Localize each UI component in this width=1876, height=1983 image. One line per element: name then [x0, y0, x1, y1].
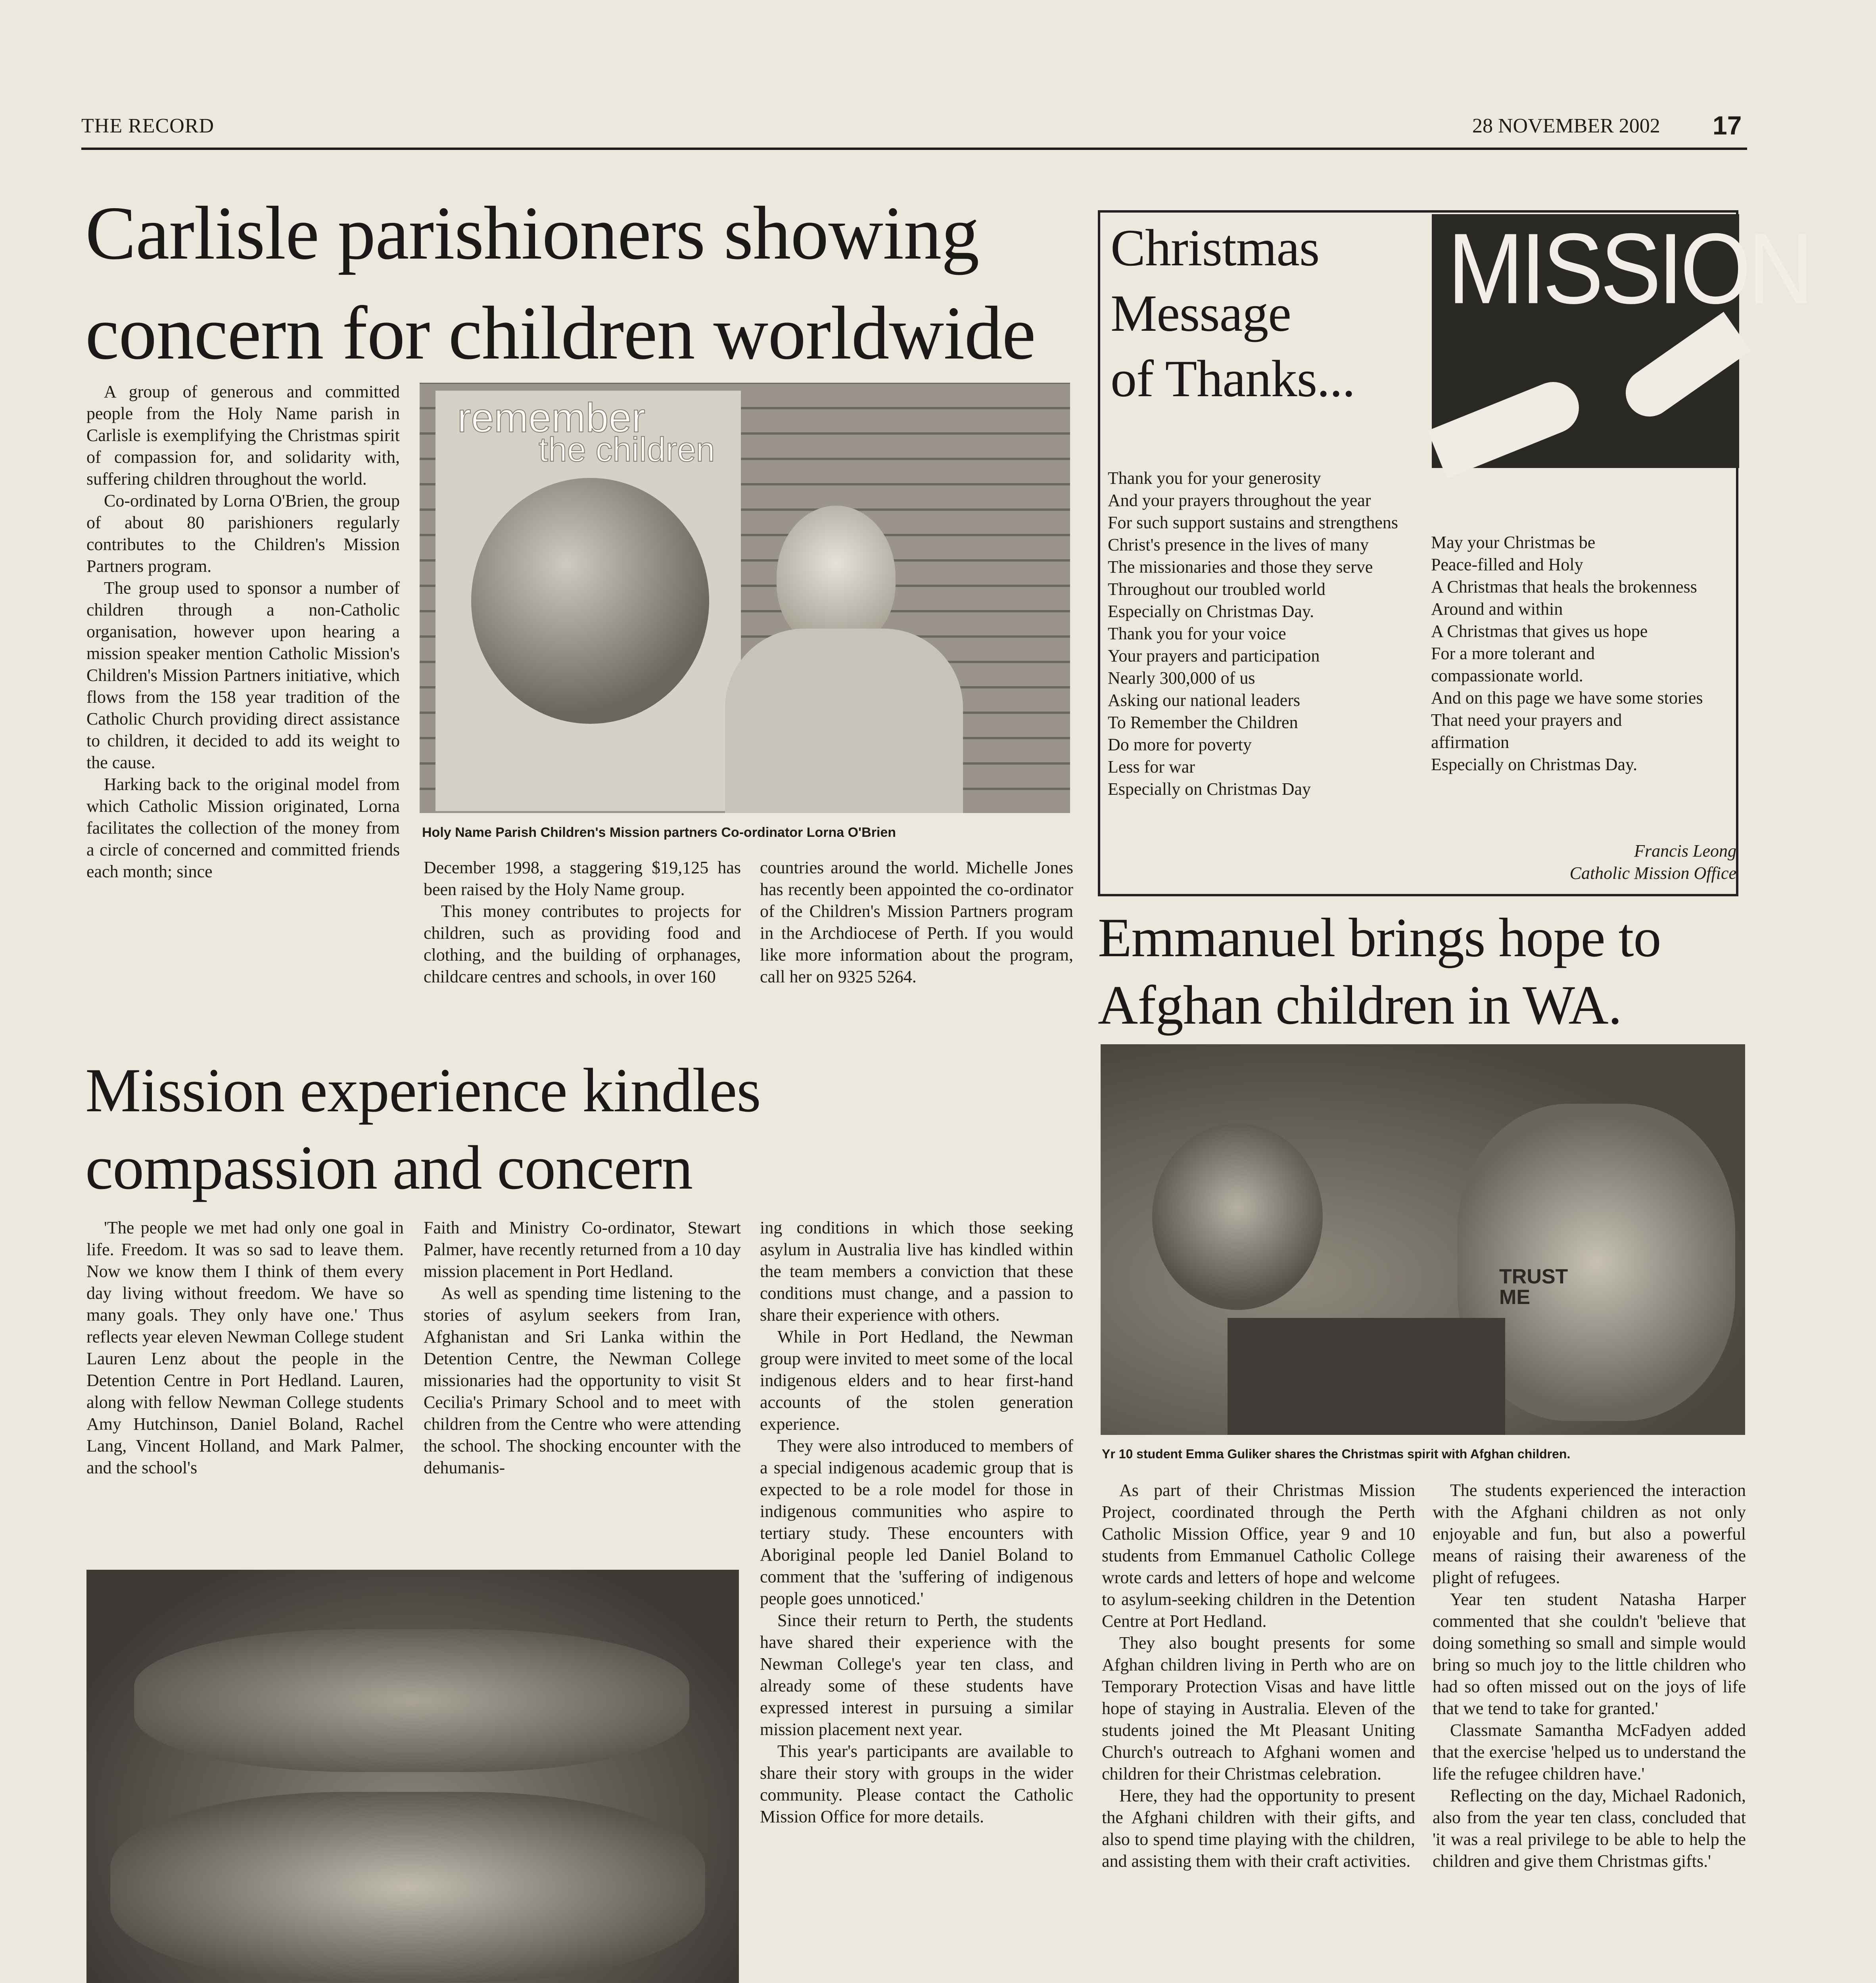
mission-logo-hand-left-icon: [1427, 374, 1586, 479]
group-back-row: [134, 1629, 689, 1772]
tshirt-print: TRUST ME: [1499, 1265, 1568, 1309]
poem-right-line: Especially on Christmas Day.: [1431, 755, 1638, 774]
poem-right-line: May your Christmas be: [1431, 533, 1596, 552]
mission-col3-p5: This year's participants are available to share their story with groups in the wider community. Please contact the Catholic Mission Office for more details.: [760, 1741, 1073, 1826]
mission-logo: [1432, 212, 1811, 468]
poem-left-line: The missionaries and those they serve: [1108, 557, 1373, 577]
christmas-signature-name: Francis Leong: [1634, 841, 1736, 861]
mission-col3-p2: While in Port Hedland, the Newman group were invited to meet some of the local indigenous elders and to hear first-hand accounts of the stolen generation experience.: [760, 1327, 1073, 1434]
poem-left-line: Throughout our troubled world: [1108, 579, 1325, 599]
mission-headline-line2: compassion and concern: [85, 1133, 693, 1202]
poem-right-line: A Christmas that gives us hope: [1431, 621, 1648, 641]
christmas-signature-org: Catholic Mission Office: [1569, 863, 1736, 883]
gifts-table: [1228, 1318, 1505, 1435]
mission-col3-p3: They were also introduced to members of a special indigenous academic group that is expected to be a role model for those in indigenous communities who aspire to tertiary study. These encounters with Aboriginal people led Daniel Boland to comment that the 'suffering of indigenous people goes unnoticed.': [760, 1436, 1073, 1608]
poem-right-line: Peace-filled and Holy: [1431, 555, 1583, 574]
poem-left-line: Thank you for your voice: [1108, 624, 1286, 643]
mission-logo-text: MISSION: [1448, 212, 1811, 325]
poem-right-line: compassionate world.: [1431, 666, 1583, 685]
emmanuel-col2-p2: Year ten student Natasha Harper commented that she couldn't 'believe that doing something so small and simple would bring so much joy to the little children who had so often missed out on the joys of life that we tend to take for granted.': [1433, 1590, 1746, 1718]
group-front-row: [110, 1792, 705, 1982]
carlisle-col1: [86, 381, 400, 882]
poem-left-line: Asking our national leaders: [1108, 690, 1301, 710]
mission-col2-p2: As well as spending time listening to the stories of asylum seekers from Iran, Afghanistan and Sri Lanka within the Detention Centre, the Newman College missionaries had the opportunity to visit St Cecilia's Primary School and to meet with children from the Centre who were attending the school. The shocking encounter with the dehumanis-: [424, 1283, 741, 1477]
emmanuel-col1-p2: They also bought presents for some Afghan children living in Perth who are on Temporary Protection Visas and have little hope of staying in Australia. Eleven of the students joined the Mt Pleasant Uniting Church's outreach to Afghani women and children for their Christmas celebration.: [1102, 1633, 1415, 1784]
publication-name: THE RECORD: [81, 115, 214, 137]
carlisle-col1-p4: Harking back to the original model from which Catholic Mission originated, Lorna facilitates the collection of the money from a circle of concerned and committed friends each month; since: [86, 775, 400, 881]
mission-col3-p4: Since their return to Perth, the students have shared their experience with the Newman College's year ten class, and already some of these students have expressed interest in pursuing a similar mission placement next year.: [760, 1611, 1073, 1739]
carlisle-col1-p3: The group used to sponsor a number of children through a non-Catholic organisation, however upon hearing a mission speaker mention Catholic Mission's Children's Mission Partners initiative, which flows from the 158 year tradition of the Catholic Church providing direct assistance to children, it decided to add its weight to the cause.: [86, 578, 400, 772]
poem-right-line: Around and within: [1431, 599, 1563, 619]
christmas-poem-right: [1431, 531, 1732, 776]
carlisle-col3: [760, 857, 1073, 988]
emmanuel-col2: [1433, 1479, 1746, 1872]
emmanuel-headline-line2: Afghan children in WA.: [1098, 974, 1622, 1036]
masthead-rule: [81, 148, 1747, 150]
christmas-heading-line2: Message: [1111, 284, 1291, 342]
mission-col2-p1: Faith and Ministry Co-ordinator, Stewart Palmer, have recently returned from a 10 day mission placement in Port Hedland.: [424, 1218, 741, 1281]
carlisle-col3-p1: countries around the world. Michelle Jones has recently been appointed the co-ordinator of the Children's Mission Partners program in the Archdiocese of Perth. If you would like more information about the program, call her on 9325 5264.: [760, 858, 1073, 986]
mission-logo-hand-right-icon: [1616, 312, 1751, 426]
woman-body: [725, 629, 963, 813]
emmanuel-col1-p3: Here, they had the opportunity to present the Afghani children with their gifts, and also to spend time playing with the children, and assisting them with their craft activities.: [1102, 1786, 1415, 1871]
poem-left-line: Nearly 300,000 of us: [1108, 668, 1255, 688]
mission-col3-p1: ing conditions in which those seeking asylum in Australia live has kindled within the team members a conviction that these conditions must change, and a passion to share their experience with others.: [760, 1218, 1073, 1325]
poem-right-line: A Christmas that heals the brokenness: [1431, 577, 1697, 596]
poster-title-line1: remember: [457, 395, 645, 441]
carlisle-col1-p1: A group of generous and committed people from the Holy Name parish in Carlisle is exemplifying the Christmas spirit of compassion for, and solidarity with, suffering children throughout the world.: [86, 382, 400, 489]
mission-col1: [86, 1217, 404, 1479]
poem-left-line: Especially on Christmas Day.: [1108, 602, 1314, 621]
emmanuel-col2-p1: The students experienced the interaction with the Afghani children as not only enjoyable and fun, but also a powerful means of raising their awareness of the plight of refugees.: [1433, 1481, 1746, 1587]
poem-right-line: That need your prayers and: [1431, 710, 1622, 730]
student-figure: [1152, 1124, 1323, 1310]
mission-col2: [424, 1217, 741, 1479]
carlisle-col2: [424, 857, 741, 988]
poem-left-line: And your prayers throughout the year: [1108, 491, 1371, 510]
emmanuel-col1-p1: As part of their Christmas Mission Project, coordinated through the Perth Catholic Mission Office, year 9 and 10 students from Emmanuel Catholic College wrote cards and letters of hope and welcome to asylum-seeking children in the Detention Centre at Port Hedland.: [1102, 1481, 1415, 1631]
poem-left-line: Thank you for your generosity: [1108, 468, 1321, 488]
emmanuel-col1: [1102, 1479, 1415, 1872]
poem-right-line: affirmation: [1431, 733, 1510, 752]
poem-left-line: For such support sustains and strengthens: [1108, 513, 1398, 532]
poem-left-line: Christ's presence in the lives of many: [1108, 535, 1369, 554]
mission-headline-line1: Mission experience kindles: [85, 1056, 761, 1125]
mission-col1-p1: 'The people we met had only one goal in life. Freedom. It was so sad to leave them. Now we know them I think of them every day living without freedom. We have so many goals. They only have one.' Thus reflects year eleven Newman College student Lauren Lenz about the people in the Detention Centre in Port Hedland. Lauren, along with fellow Newman College students Amy Hutchinson, Daniel Boland, Rachel Lang, Vincent Holland, and Mark Palmer, and the school's: [86, 1218, 404, 1477]
woman-figure: [777, 506, 896, 648]
poem-left-line: To Remember the Children: [1108, 713, 1298, 732]
poem-left-line: Do more for poverty: [1108, 735, 1252, 754]
emmanuel-photo: [1101, 1044, 1745, 1435]
poster-children-collage: [471, 478, 709, 724]
christmas-heading-line3: of Thanks...: [1111, 349, 1355, 408]
carlisle-col1-p2: Co-ordinated by Lorna O'Brien, the group of about 80 parishioners regularly contributes to the Children's Mission Partners program.: [86, 491, 400, 576]
poster-title-line2: the children: [539, 431, 715, 469]
poem-left-line: Your prayers and participation: [1108, 646, 1320, 665]
christmas-poem-left: [1108, 467, 1409, 800]
poem-right-line: For a more tolerant and: [1431, 644, 1595, 663]
mission-col3: [760, 1217, 1073, 1828]
carlisle-col2-p2: This money contributes to projects for children, such as providing food and clothing, and the building of orphanages, childcare centres and schools, in over 160: [424, 901, 741, 986]
poem-right-line: And on this page we have some stories: [1431, 688, 1703, 708]
emmanuel-headline-line1: Emmanuel brings hope to: [1098, 907, 1661, 968]
poem-left-line: Less for war: [1108, 757, 1195, 777]
emmanuel-col2-p4: Reflecting on the day, Michael Radonich, also from the year ten class, concluded that 'it was a real privilege to be able to help the children and give them Christmas gifts.': [1433, 1786, 1746, 1871]
issue-date: 28 NOVEMBER 2002: [1472, 115, 1660, 137]
carlisle-col2-p1: December 1998, a staggering $19,125 has been raised by the Holy Name group.: [424, 858, 741, 899]
page-number: 17: [1713, 111, 1742, 140]
christmas-heading-line1: Christmas: [1111, 219, 1320, 277]
mission-photo: [86, 1570, 739, 1983]
carlisle-photo: [420, 383, 1070, 813]
carlisle-photo-caption: Holy Name Parish Children's Mission partners Co-ordinator Lorna O'Brien: [422, 825, 896, 840]
emmanuel-photo-caption: Yr 10 student Emma Guliker shares the Christmas spirit with Afghan children.: [1102, 1447, 1571, 1461]
emmanuel-col2-p3: Classmate Samantha McFadyen added that the exercise 'helped us to understand the life the refugee children have.': [1433, 1720, 1746, 1784]
carlisle-headline-line2: concern for children worldwide: [85, 291, 1036, 375]
poem-left-line: Especially on Christmas Day: [1108, 779, 1311, 799]
carlisle-headline-line1: Carlisle parishioners showing: [85, 191, 979, 275]
